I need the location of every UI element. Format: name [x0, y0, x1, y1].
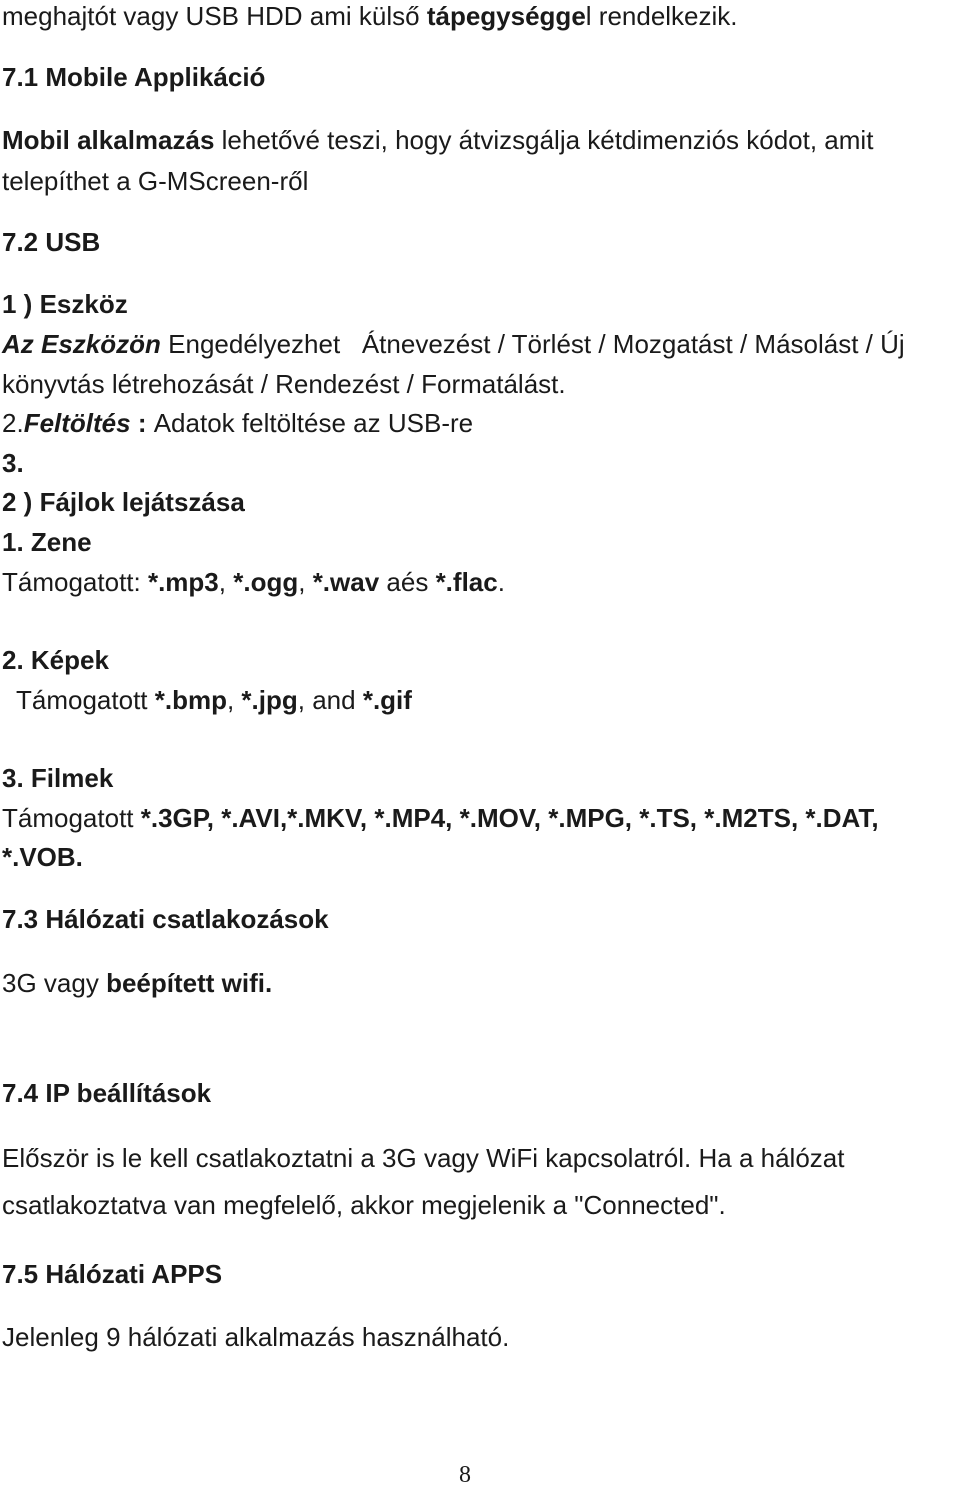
page-number: 8	[459, 1462, 471, 1488]
line-intro: meghajtót vagy USB HDD ami külső tápegységgel rendelkezik.	[2, 1, 738, 31]
filmek-formats-line2: *.VOB.	[2, 842, 83, 872]
zene-formats: Támogatott: *.mp3, *.ogg, *.wav aés *.flac.	[2, 567, 505, 597]
para-7-3: 3G vagy beépített wifi.	[2, 968, 273, 998]
para-7-5: Jelenleg 9 hálózati alkalmazás használható.	[2, 1322, 510, 1352]
heading-7-2: 7.2 USB	[2, 227, 101, 257]
heading-zene: 1. Zene	[2, 527, 92, 557]
para-7-1-line2: telepíthet a G-MScreen-ről	[2, 166, 309, 196]
item-feltoltes: 2.Feltöltés : Adatok feltöltése az USB-re	[2, 408, 474, 438]
para-eszkoz-line1: Az Eszközön Engedélyezhet Átnevezést / Törlést / Mozgatást / Másolást / Új	[2, 329, 905, 359]
heading-filmek: 3. Filmek	[2, 763, 114, 793]
para-7-4-line1: Először is le kell csatlakoztatni a 3G vagy WiFi kapcsolatról. Ha a hálózat	[2, 1143, 845, 1173]
kepek-formats: Támogatott *.bmp, *.jpg, and *.gif	[16, 685, 412, 715]
para-7-1-line1: Mobil alkalmazás lehetővé teszi, hogy átvizsgálja kétdimenziós kódot, amit	[2, 125, 874, 155]
heading-7-3: 7.3 Hálózati csatlakozások	[2, 904, 329, 934]
subheading-fajlok: 2 ) Fájlok lejátszása	[2, 487, 245, 517]
heading-7-1: 7.1 Mobile Applikáció	[2, 62, 266, 92]
subheading-eszkoz: 1 ) Eszköz	[2, 289, 128, 319]
heading-kepek: 2. Képek	[2, 645, 109, 675]
filmek-formats-line1: Támogatott *.3GP, *.AVI,*.MKV, *.MP4, *.MOV, *.MPG, *.TS, *.M2TS, *.DAT,	[2, 803, 879, 833]
item-3: 3.	[2, 448, 24, 478]
para-7-4-line2: csatlakoztatva van megfelelő, akkor megjelenik a "Connected".	[2, 1190, 726, 1220]
para-eszkoz-line2: könyvtás létrehozását / Rendezést / Formatálást.	[2, 369, 566, 399]
heading-7-4: 7.4 IP beállítások	[2, 1078, 212, 1108]
heading-7-5: 7.5 Hálózati APPS	[2, 1259, 223, 1289]
